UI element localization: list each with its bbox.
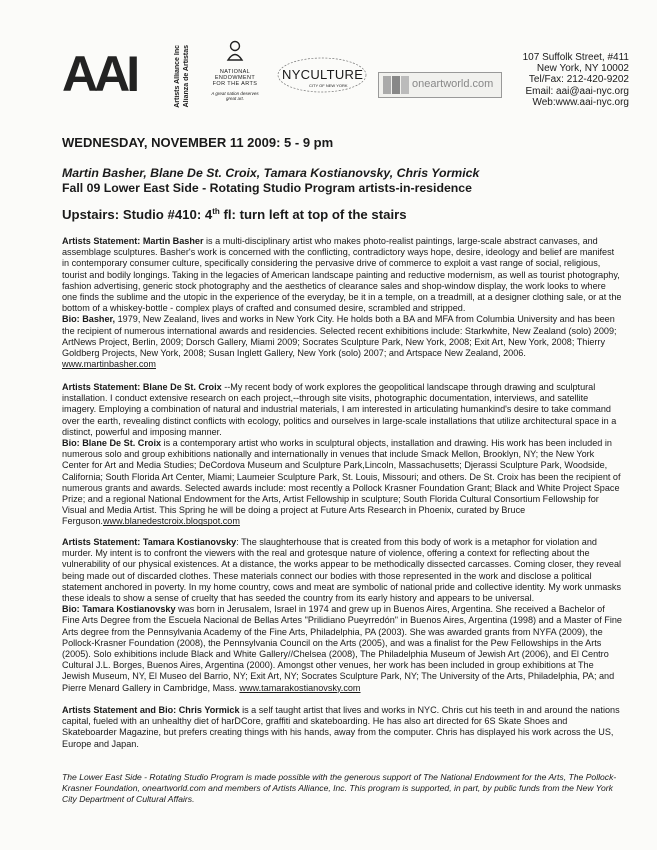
- aai-logo-line-1: Artists Alliance Inc: [174, 45, 181, 108]
- nea-logo-tagline: A great nation deserves great art.: [211, 90, 259, 101]
- decroix-bio-label: Bio: Blane De St. Croix: [62, 438, 162, 449]
- kostianovsky-bio-text: was born in Jerusalem, Israel in 1974 and grew up in Buenos Aires, Argentina. She received a Bachelor of Fine Arts Degree from the Escuela Nacional de Bellas Artes "Prilidiano Pueyrredón" in Buenos Aires, Argentina (1998) and a Master of Fine Arts degree from the Pennsylvania Academy of the Fine Arts, Philadelphia, PA (2003). She was awarded grants from NYFA (2009), the Pollock-Krasner Foundation (2008), the Pennsylvania Council on the Arts (2005), and was a finalist for the Pew Fellowships in the Arts (2005). Solo exhibitions include Black and White Gallery//Chelsea (2008), The Philadelphia Museum of Jewish Art (2006), and El Centro Cultural J.L. Borges, Buenos Aires, Argentina (2000). Amongst other venues, her work has been included in group exhibitions at The Jewish Museum, NY, El Museo del Barrio, NY; Exit Art, NY; Socrates Sculpture Park, NY; The University of the Arts, Philadelphia, PA; and Pierre Menard Gallery in Cambridge, Mass.: [62, 604, 622, 693]
- kostianovsky-section: [62, 537, 622, 694]
- kostianovsky-bio: [62, 604, 622, 694]
- yormick-statement: [62, 705, 622, 750]
- oneartworld-swatch-icon: [383, 76, 409, 94]
- contact-city: New York, NY 10002: [536, 63, 629, 75]
- decroix-statement-label: Artists Statement: Blane De St. Croix: [62, 382, 222, 392]
- contact-email[interactable]: Email: aai@aai-nyc.org: [525, 85, 629, 97]
- aai-logo-letters: AAI: [62, 46, 137, 102]
- kostianovsky-statement-text: : The slaughterhouse that is created from this body of work is a metaphor for violation and murder. My intent is to confront the viewers with the real and grotesque nature of violence, offering a context for reflecting about the vulnerability of our physical existences. At a distance, the works appear to be methodically dissected carcasses. Coming closer, they reveal being made out of discarded clothes. These materials connect our bodies with those represented in the work and disclose a political statement anchored in poverty. In my home country, cows and meat are symbolic of national pride and collective identity. My work unmasks these ideals to show a sense of cruelty that has seeded the country from its early history and appears to be universal.: [62, 537, 622, 604]
- event-date-heading: WEDNESDAY, NOVEMBER 11 2009: 5 - 9 pm: [62, 135, 334, 150]
- decroix-statement: [62, 382, 622, 438]
- contact-address: 107 Suffolk Street, #411: [522, 52, 629, 63]
- aai-logo-vertical-text: [174, 45, 190, 108]
- aai-logo: [62, 45, 190, 108]
- aai-logo-line-2: Alianza de Artistas: [183, 45, 190, 108]
- basher-bio: [62, 314, 622, 359]
- yormick-statement-label: Artists Statement and Bio: Chris Yormick: [62, 705, 240, 715]
- studio-suffix: fl: turn left at top of the stairs: [219, 207, 407, 222]
- decroix-bio-text: is a contemporary artist who works in sculptural objects, installation and drawing. His work has been included in numerous solo and group exhibitions nationally and internationally in venues that include Smack Mellon, Brooklyn, NY; the New York Center for Art and Media Studies; DeCordova Museum and Sculpture Park,Lincoln, Massachusetts; Djerassi Sculpture Park, Woodside, California; South Florida Art Center, Miami; Laumeier Sculpture Park, St. Louis, Missouri; and others. De St. Croix has been the recipient of numerous grants and awards. Selected awards include: most recently a Pollock Krasner Foundation Grant; Black and White Project Space Prize; and a regional National Endowment for the Arts, Artist Fellowship in sculpture; South Florida Cultural Consortium Fellowship for Visual and Media Artist. This Spring he will be doing a project at Future Arts Research in Phoenix, curated by Bruce Ferguson.: [62, 438, 621, 527]
- basher-bio-text: 1979, New Zealand, lives and works in New York City. He holds both a BA and MFA from Columbia University and has been the recipient of numerous international awards and residencies. Selected recent exhibitions include: Starkwhite, New Zealand (solo) 2009; ArtNews Project, Berlin, 2009; Dorsch Gallery, Miami 2009; Socrates Sculpture Park, New York, 2008; Exit Art, New York, 2008; Thierry Goldberg Projects, New York, 2008; Susan Inglett Gallery, New York (solo) 2007; and Artspace New Zealand, 2006.: [62, 314, 617, 359]
- decroix-section: [62, 382, 622, 528]
- program-heading: Fall 09 Lower East Side - Rotating Studio Program artists-in-residence: [62, 181, 472, 195]
- contact-block: [523, 52, 629, 108]
- oneartworld-logo: [378, 72, 502, 98]
- nea-logo-line-2: ENDOWMENT: [214, 75, 256, 82]
- decroix-website-link[interactable]: www.blanedestcroix.blogspot.com: [102, 516, 240, 527]
- artists-heading: Martin Basher, Blane De St. Croix, Tamara Kostianovsky, Chris Yormick: [62, 166, 480, 180]
- funding-footer: The Lower East Side - Rotating Studio Program is made possible with the generous support of The National Endowment for the Arts, The Pollock-Krasner Foundation, oneartworld.com and members of Artists Alliance, Inc. This program is supported, in part, by public funds from the New York City Department of Cultural Affairs.: [62, 772, 617, 805]
- nyculture-logo-text: NYCULTURE: [282, 67, 364, 82]
- basher-website-link[interactable]: www.martinbasher.com: [62, 359, 157, 370]
- studio-superscript: th: [212, 207, 220, 216]
- kostianovsky-statement-label: Artists Statement: Tamara Kostianovsky: [62, 537, 237, 547]
- nyculture-logo-sub: CITY OF NEW YORK: [309, 83, 348, 88]
- decroix-bio: [62, 438, 622, 528]
- nea-logo-line-1: NATIONAL: [219, 69, 251, 75]
- nea-logo: [209, 40, 261, 101]
- decroix-statement-text: --My recent body of work explores the geopolitical landscape through drawing and sculptural installation. I conduct extensive research on each project,--through site visits, photographic documentation, interviews, and satellite imagery. Employing a combination of natural and industrial materials, I am interested in articulating humankind's desire to take command over the earth, revealing distinct conflicts with ecology, politics and ourselves in large-scale installations that utilize architectural space in a distinct, powerful and imposing manner.: [62, 382, 617, 437]
- kostianovsky-bio-label: Bio: Tamara Kostianovsky: [62, 604, 176, 615]
- nea-logo-line-3: FOR THE ARTS: [212, 81, 258, 88]
- oneartworld-logo-text: oneartworld.com: [412, 78, 494, 90]
- contact-web[interactable]: Web:www.aai-nyc.org: [532, 96, 629, 108]
- kostianovsky-statement: [62, 537, 622, 604]
- studio-prefix: Upstairs: Studio #410: 4: [62, 207, 213, 222]
- studio-location-heading: [62, 207, 407, 222]
- basher-statement-label: Artists Statement: Martin Basher: [62, 236, 204, 246]
- kostianovsky-website-link[interactable]: www.tamarakostianovsky.com: [239, 682, 361, 693]
- nyculture-logo: [276, 55, 368, 95]
- basher-statement-text: is a multi-disciplinary artist who makes photo-realist paintings, large-scale abstract canvases, and assemblage sculptures. Basher's work is concerned with the conflicting, contradictory ways hope, desire, ideology and belief are manifest in contemporary consumer culture, specifically considering the pervasive drive of commerce to exploit a vast range of social, religious, tourist and bodily longings. Taking in the legacies of American landscape painting and reductive modernism, as well as tourist photography, fashion advertising, generic stock photography and the aesthetics of clearance sales and shop-window display, the work looks to where one finds the sublime and the utopic in the experience of the everyday, be it in a temple, on a treadmill, at a designer clothing sale, or at the bottom of a whiskey-bottle - complex plays of crafted and consumed desire, scrambled and stripped.: [62, 236, 622, 314]
- basher-section: [62, 236, 622, 370]
- yormick-section: [62, 705, 622, 750]
- nea-mark-icon: [226, 40, 244, 62]
- yormick-statement-text: is a self taught artist that lives and works in NYC. Chris cut his teeth in and around the nations capital, fueled with an unhealthy diet of harDCore, graffiti and skateboarding. He has also art directed for 6S Skate Shoes and Skateboarder Magazine, but prefers creating things with his hands, away from the computer. Chris has displayed his work across the US, Europe and Japan.: [62, 705, 620, 749]
- contact-phone: Tel/Fax: 212-420-9202: [528, 74, 629, 86]
- basher-bio-label: Bio: Basher,: [62, 314, 116, 325]
- basher-statement: [62, 236, 622, 314]
